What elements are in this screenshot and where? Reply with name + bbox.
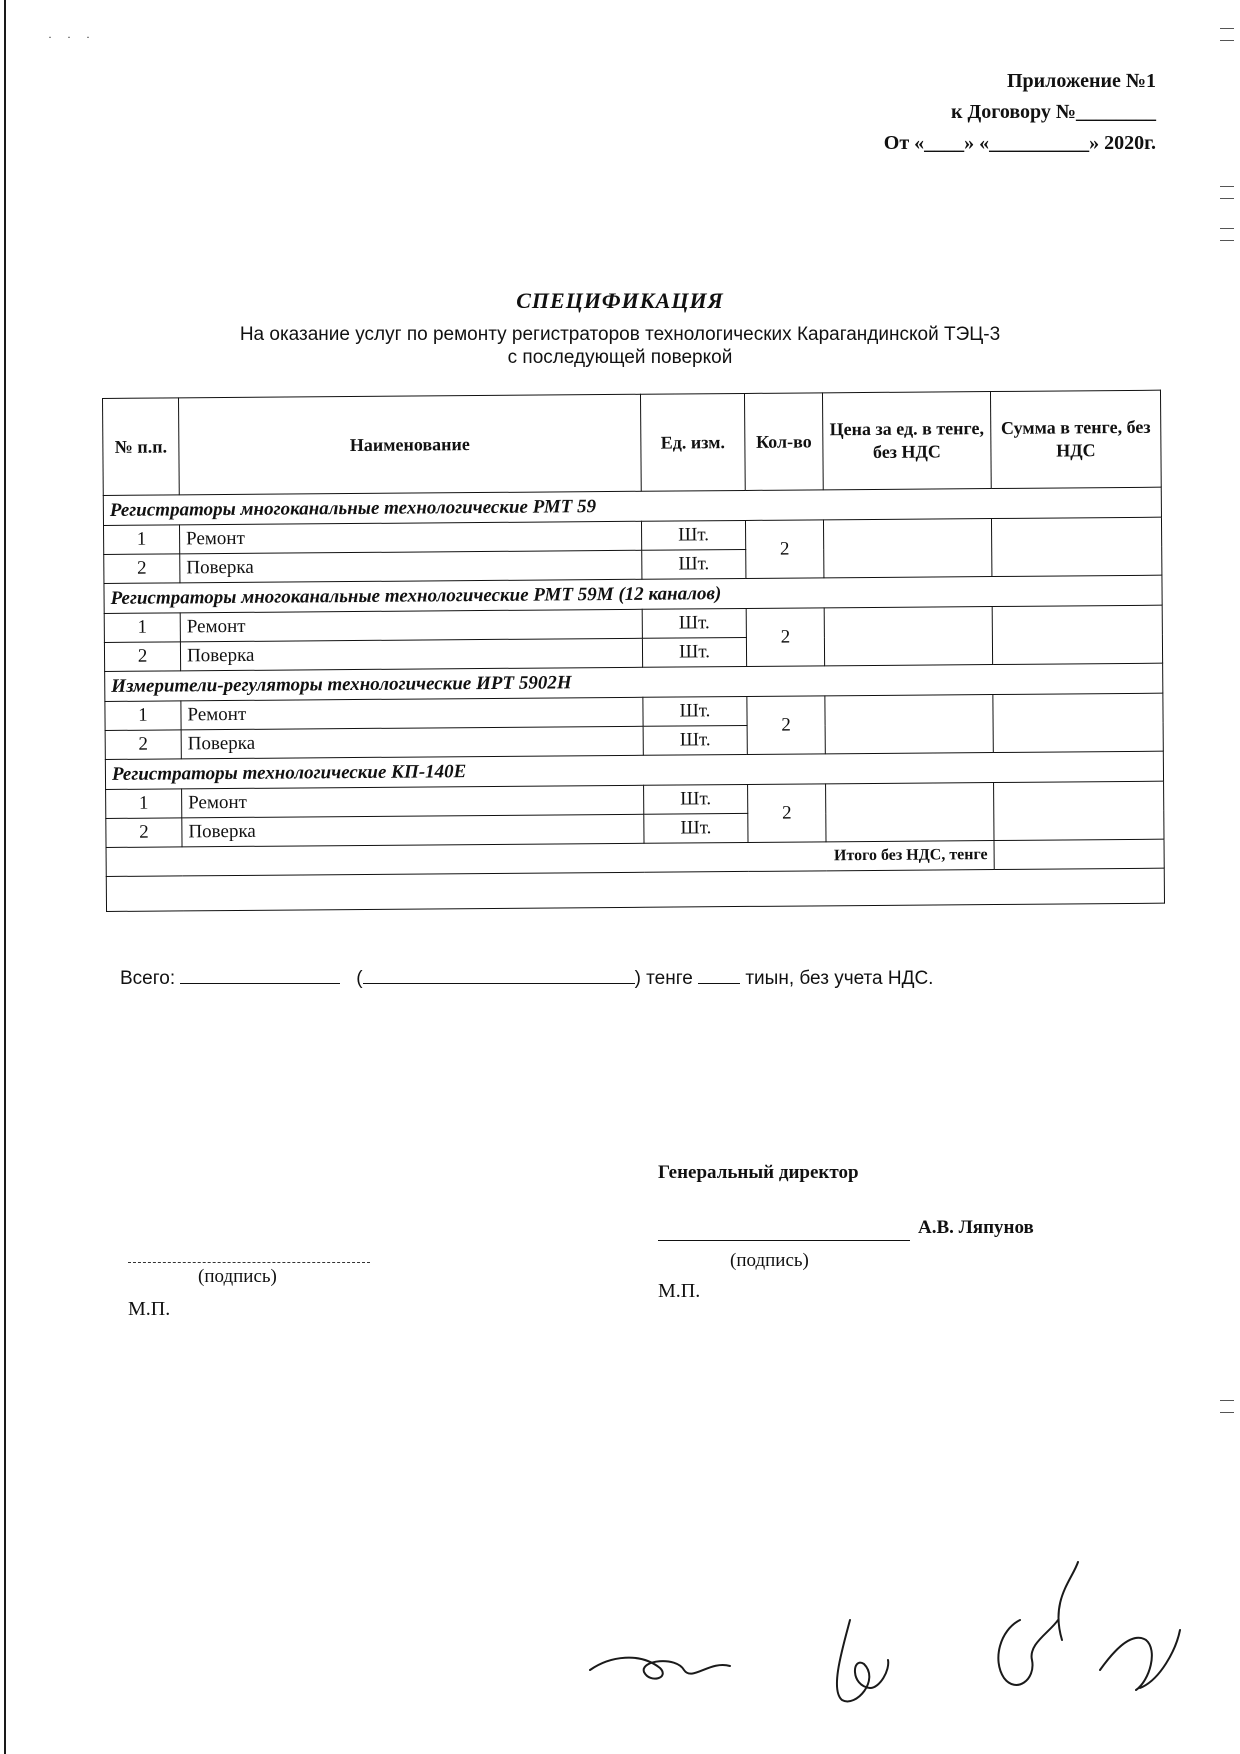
group-title: Регистраторы многоканальные технологические РМТ 59 xyxy=(103,487,1161,525)
row-num: 2 xyxy=(105,730,181,760)
scan-mark xyxy=(1220,40,1234,41)
signature-line-right xyxy=(658,1240,910,1241)
scan-mark xyxy=(1220,228,1234,229)
row-qty: 2 xyxy=(746,608,824,667)
group-title: Регистраторы многоканальные технологические РМТ 59М (12 каналов) xyxy=(104,575,1162,613)
handwritten-initials xyxy=(580,1560,1200,1730)
total-tiyn-text: тиын, без учета НДС. xyxy=(745,968,934,989)
total-open-paren: ( xyxy=(356,968,363,989)
row-qty: 2 xyxy=(747,696,825,755)
appendix-block xyxy=(884,66,1156,159)
header-num: № п.п. xyxy=(103,398,180,496)
row-num: 2 xyxy=(106,818,182,848)
initials-mark-3 xyxy=(998,1562,1078,1685)
group-title: Регистраторы технологические КП-140Е xyxy=(105,751,1163,789)
row-name: Ремонт xyxy=(179,521,641,554)
table-header-row xyxy=(103,390,1162,495)
subtitle-line-2: с последующей поверкой xyxy=(507,347,733,368)
signature-line-left xyxy=(128,1262,370,1263)
signature-caption-right: (подпись) xyxy=(730,1250,809,1271)
scan-mark xyxy=(1220,1412,1234,1413)
row-name: Поверка xyxy=(182,814,644,847)
row-price xyxy=(824,607,992,666)
header-name: Наименование xyxy=(179,394,642,495)
header-unit: Ед. изм. xyxy=(640,393,745,491)
subtitle-line-1: На оказание услуг по ремонту регистраторов технологических Карагандинской ТЭЦ-3 xyxy=(239,324,1001,345)
header-sum: Сумма в тенге, без НДС xyxy=(990,390,1161,488)
scan-mark xyxy=(1220,28,1234,29)
row-sum xyxy=(991,517,1161,576)
director-name: А.В. Ляпунов xyxy=(918,1217,1034,1238)
scan-noise: · · · xyxy=(48,30,96,44)
row-num: 2 xyxy=(104,642,180,672)
appendix-number: Приложение №1 xyxy=(1006,70,1156,92)
row-num: 2 xyxy=(104,554,180,584)
stamp-place-left: М.П. xyxy=(128,1298,171,1320)
row-name: Поверка xyxy=(181,726,643,759)
empty-row xyxy=(106,868,1164,911)
signature-caption-left: (подпись) xyxy=(198,1266,277,1287)
document-title: СПЕЦИФИКАЦИЯ xyxy=(516,288,724,313)
row-qty: 2 xyxy=(745,520,823,579)
row-num: 1 xyxy=(104,525,180,555)
row-price xyxy=(823,519,991,578)
row-price xyxy=(825,695,993,754)
header-qty: Кол-во xyxy=(744,393,823,491)
grand-total-line xyxy=(120,968,933,990)
row-unit: Шт. xyxy=(642,608,746,638)
row-unit: Шт. xyxy=(641,520,745,550)
row-name: Ремонт xyxy=(182,785,644,818)
director-title: Генеральный директор xyxy=(658,1162,859,1183)
total-tenge-text: ) тенге xyxy=(634,968,693,989)
document-subtitle xyxy=(0,323,1240,369)
row-num: 1 xyxy=(106,789,182,819)
contract-date: От «____» «__________» 2020г. xyxy=(883,132,1156,154)
row-unit: Шт. xyxy=(642,549,746,579)
scan-mark xyxy=(1220,186,1234,187)
row-price xyxy=(826,783,994,842)
row-name: Ремонт xyxy=(180,609,642,642)
row-unit: Шт. xyxy=(643,725,747,755)
empty-cell xyxy=(106,868,1164,911)
total-words-blank xyxy=(363,969,635,984)
scan-edge-left xyxy=(4,0,6,1754)
stamp-place-right: М.П. xyxy=(658,1280,701,1302)
row-sum xyxy=(993,693,1163,752)
scan-mark xyxy=(1220,1400,1234,1401)
row-num: 1 xyxy=(105,701,181,731)
row-unit: Шт. xyxy=(644,813,748,843)
row-sum xyxy=(992,605,1162,664)
header-price: Цена за ед. в тенге, без НДС xyxy=(822,392,991,490)
row-qty: 2 xyxy=(748,784,826,843)
row-name: Поверка xyxy=(180,638,642,671)
total-sum xyxy=(994,839,1164,869)
specification-table xyxy=(102,390,1165,912)
total-label: Итого без НДС, тенге xyxy=(106,841,994,877)
total-amount-blank xyxy=(180,969,340,984)
row-num: 1 xyxy=(104,613,180,643)
row-name: Ремонт xyxy=(181,697,643,730)
scan-mark xyxy=(1220,198,1234,199)
row-unit: Шт. xyxy=(642,637,746,667)
row-name: Поверка xyxy=(180,550,642,583)
group-title: Измерители-регуляторы технологические ИРТ 5902Н xyxy=(105,663,1163,701)
row-sum xyxy=(994,781,1164,840)
scan-mark xyxy=(1220,240,1234,241)
row-unit: Шт. xyxy=(644,784,748,814)
initials-mark-4 xyxy=(1100,1630,1180,1690)
row-unit: Шт. xyxy=(643,696,747,726)
initials-mark-1 xyxy=(590,1658,730,1679)
initials-mark-2 xyxy=(837,1620,888,1701)
tiyn-blank xyxy=(698,969,740,984)
contract-number: к Договору №________ xyxy=(951,101,1156,123)
grand-total-label: Всего: xyxy=(120,968,176,989)
